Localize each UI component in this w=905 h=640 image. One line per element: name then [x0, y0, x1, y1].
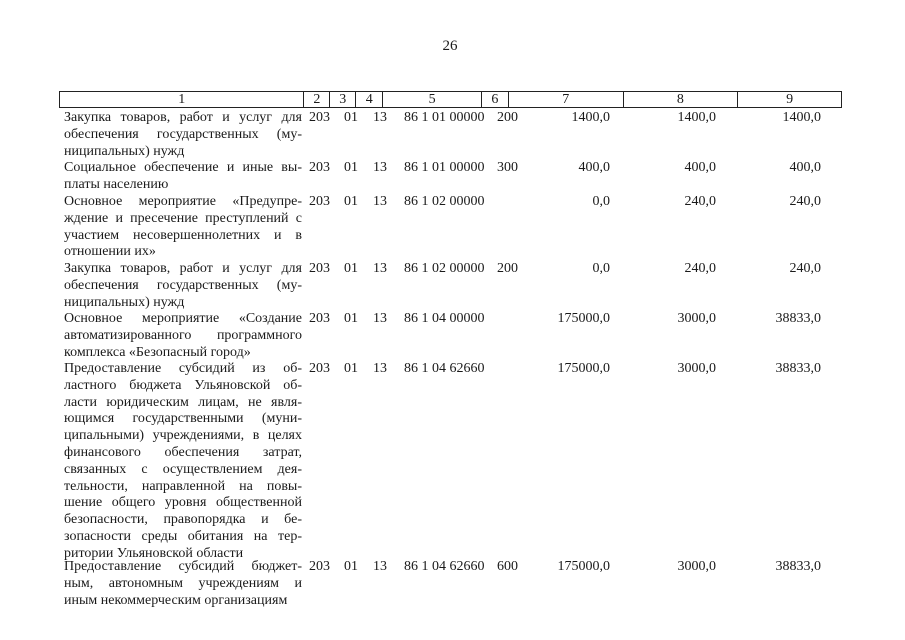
cell-col-3: 01 [344, 261, 358, 276]
cell-col-3: 01 [344, 160, 358, 175]
description-line: обеспечения государственных (му- [64, 126, 302, 142]
cell-col-8: 240,0 [684, 261, 716, 276]
cell-col-6: 600 [497, 559, 518, 574]
header-cell-5: 5 [383, 92, 482, 107]
cell-col-5: 86 1 04 62660 [404, 361, 485, 376]
cell-col-2: 203 [309, 261, 330, 276]
description-line: финансового обеспечения затрат, [64, 444, 302, 460]
cell-col-3: 01 [344, 110, 358, 125]
description-line: комплекса «Безопасный город» [64, 344, 251, 360]
cell-col-4: 13 [373, 194, 387, 209]
description-line: участием несовершеннолетних и в [64, 227, 302, 243]
header-cell-3: 3 [330, 92, 356, 107]
description-line: Социальное обеспечение и иные вы- [64, 160, 302, 175]
cell-col-3: 01 [344, 194, 358, 209]
cell-col-6: 200 [497, 261, 518, 276]
cell-col-9: 38833,0 [775, 361, 821, 376]
cell-col-2: 203 [309, 311, 330, 326]
cell-col-4: 13 [373, 361, 387, 376]
cell-col-8: 240,0 [684, 194, 716, 209]
header-cell-4: 4 [356, 92, 383, 107]
description-line: ждение и пресечение преступлений с [64, 210, 302, 226]
cell-col-8: 400,0 [684, 160, 716, 175]
cell-col-2: 203 [309, 160, 330, 175]
cell-col-5: 86 1 02 00000 [404, 194, 485, 209]
description-line: Закупка товаров, работ и услуг для [64, 261, 302, 276]
cell-col-3: 01 [344, 361, 358, 376]
cell-col-8: 3000,0 [677, 311, 716, 326]
description-line: автоматизированного программного [64, 327, 302, 343]
cell-col-4: 13 [373, 311, 387, 326]
cell-col-7: 400,0 [578, 160, 610, 175]
cell-col-4: 13 [373, 110, 387, 125]
row-description [64, 311, 302, 361]
row-description [64, 194, 302, 261]
cell-col-7: 175000,0 [557, 559, 610, 574]
description-line: ющимся государственными (муни- [64, 411, 302, 427]
cell-col-7: 0,0 [592, 261, 610, 276]
description-line: платы населению [64, 176, 169, 192]
header-cell-8: 8 [624, 92, 739, 107]
description-line: ласти юридическим лицам, не явля- [64, 394, 302, 410]
cell-col-2: 203 [309, 559, 330, 574]
description-line: отношении их» [64, 244, 156, 260]
cell-col-4: 13 [373, 261, 387, 276]
cell-col-5: 86 1 01 00000 [404, 160, 485, 175]
cell-col-4: 13 [373, 559, 387, 574]
description-line: ципальными) учреждениями, в целях [64, 428, 302, 444]
description-line: Предоставление субсидий бюджет- [64, 559, 302, 574]
cell-col-2: 203 [309, 194, 330, 209]
description-line: обеспечения государственных (му- [64, 277, 302, 293]
header-cell-6: 6 [482, 92, 509, 107]
cell-col-6: 200 [497, 110, 518, 125]
row-description [64, 160, 302, 194]
table-header-row [59, 91, 842, 108]
description-line: шение общего уровня общественной [64, 495, 302, 511]
cell-col-9: 240,0 [789, 261, 821, 276]
page-number: 26 [442, 38, 458, 54]
row-description [64, 361, 302, 563]
cell-col-7: 175000,0 [557, 311, 610, 326]
cell-col-8: 3000,0 [677, 361, 716, 376]
cell-col-9: 1400,0 [782, 110, 821, 125]
cell-col-8: 1400,0 [677, 110, 716, 125]
cell-col-5: 86 1 02 00000 [404, 261, 485, 276]
cell-col-2: 203 [309, 110, 330, 125]
header-cell-9: 9 [786, 92, 794, 107]
description-line: ниципальных) нужд [64, 143, 185, 159]
row-description [64, 261, 302, 311]
description-line: Закупка товаров, работ и услуг для [64, 110, 302, 125]
description-line: ластного бюджета Ульяновской об- [64, 377, 302, 393]
header-cell-7: 7 [509, 92, 624, 107]
description-line: связанных с осуществлением дея- [64, 461, 302, 477]
description-line: ниципальных) нужд [64, 294, 185, 310]
cell-col-5: 86 1 04 62660 [404, 559, 485, 574]
cell-col-9: 38833,0 [775, 311, 821, 326]
description-line: Основное мероприятие «Создание [64, 311, 302, 326]
description-line: тельности, направленной на повы- [64, 478, 302, 494]
cell-col-2: 203 [309, 361, 330, 376]
description-line: безопасности, правопорядка и бе- [64, 512, 302, 528]
cell-col-5: 86 1 01 00000 [404, 110, 485, 125]
cell-col-7: 175000,0 [557, 361, 610, 376]
cell-col-4: 13 [373, 160, 387, 175]
row-description [64, 559, 302, 609]
cell-col-6: 300 [497, 160, 518, 175]
header-cell-1: 1 [60, 92, 304, 107]
cell-col-7: 1400,0 [571, 110, 610, 125]
description-line: зопасности среды обитания на тер- [64, 528, 302, 544]
cell-col-3: 01 [344, 559, 358, 574]
header-cell-2: 2 [304, 92, 330, 107]
description-line: ритории Ульяновской области [64, 545, 244, 561]
description-line: Основное мероприятие «Предупре- [64, 194, 302, 209]
cell-col-7: 0,0 [592, 194, 610, 209]
row-description [64, 110, 302, 160]
cell-col-9: 240,0 [789, 194, 821, 209]
cell-col-8: 3000,0 [677, 559, 716, 574]
description-line: иным некоммерческим организациям [64, 592, 288, 608]
description-line: ным, автономным учреждениям и [64, 575, 302, 591]
cell-col-5: 86 1 04 00000 [404, 311, 485, 326]
cell-col-9: 400,0 [789, 160, 821, 175]
cell-col-9: 38833,0 [775, 559, 821, 574]
cell-col-3: 01 [344, 311, 358, 326]
description-line: Предоставление субсидий из об- [64, 361, 302, 376]
